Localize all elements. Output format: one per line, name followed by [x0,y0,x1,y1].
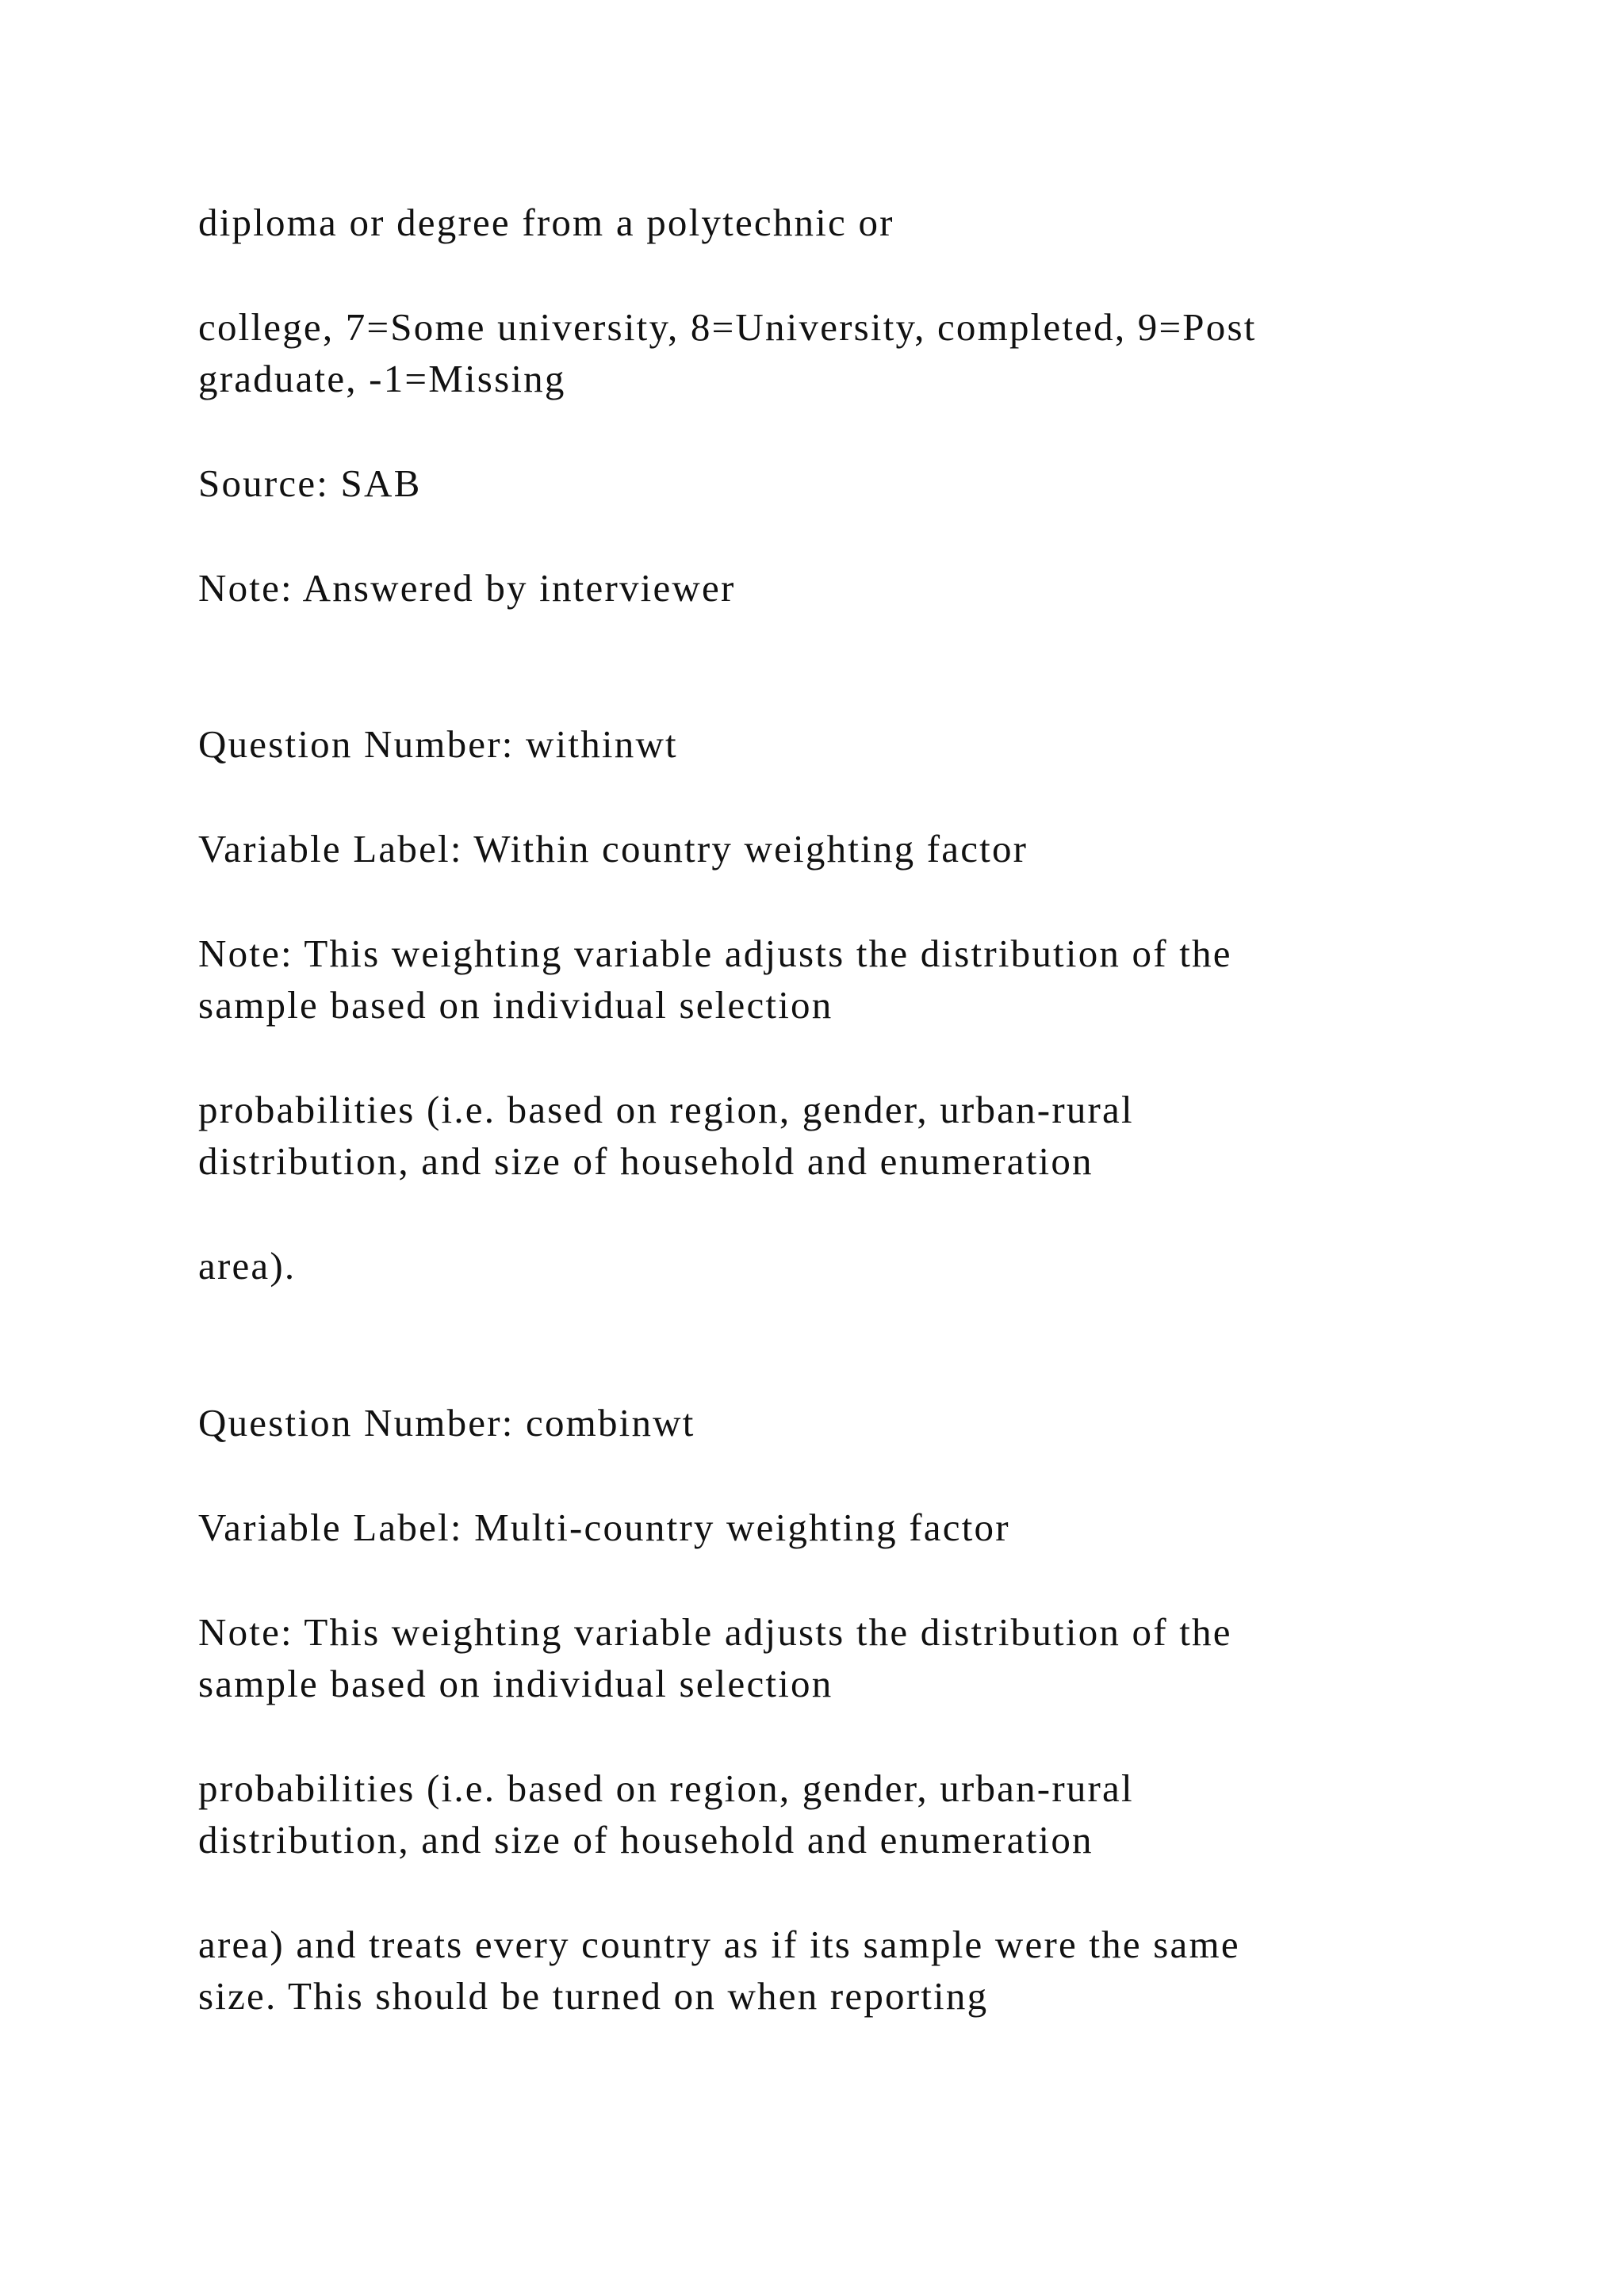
text-line: sample based on individual selection [198,1662,833,1705]
text-line: area). [198,1244,297,1288]
text-line: area) and treats every country as if its sample were the same [198,1923,1240,1966]
text-line: college, 7=Some university, 8=University, completed, 9=Post [198,305,1257,349]
text-line: Source: SAB [198,461,422,505]
question-number-withinwt: Question Number: withinwt [198,722,678,766]
text-line: graduate, -1=Missing [198,357,566,400]
variable-label-combinwt: Variable Label: Multi-country weighting factor [198,1506,1010,1549]
text-line: distribution, and size of household and enumeration [198,1818,1094,1862]
text-line: probabilities (i.e. based on region, gender, urban-rural [198,1088,1134,1131]
text-line: Note: Answered by interviewer [198,566,736,610]
question-number-combinwt: Question Number: combinwt [198,1401,695,1445]
text-line: distribution, and size of household and enumeration [198,1139,1094,1183]
variable-label-withinwt: Variable Label: Within country weighting factor [198,827,1028,871]
text-line: Note: This weighting variable adjusts the distribution of the [198,932,1232,975]
text-line: size. This should be turned on when reporting [198,1974,989,2018]
text-line: diploma or degree from a polytechnic or [198,201,894,244]
text-line: probabilities (i.e. based on region, gender, urban-rural [198,1766,1134,1810]
text-line: sample based on individual selection [198,983,833,1027]
text-line: Note: This weighting variable adjusts the distribution of the [198,1610,1232,1654]
